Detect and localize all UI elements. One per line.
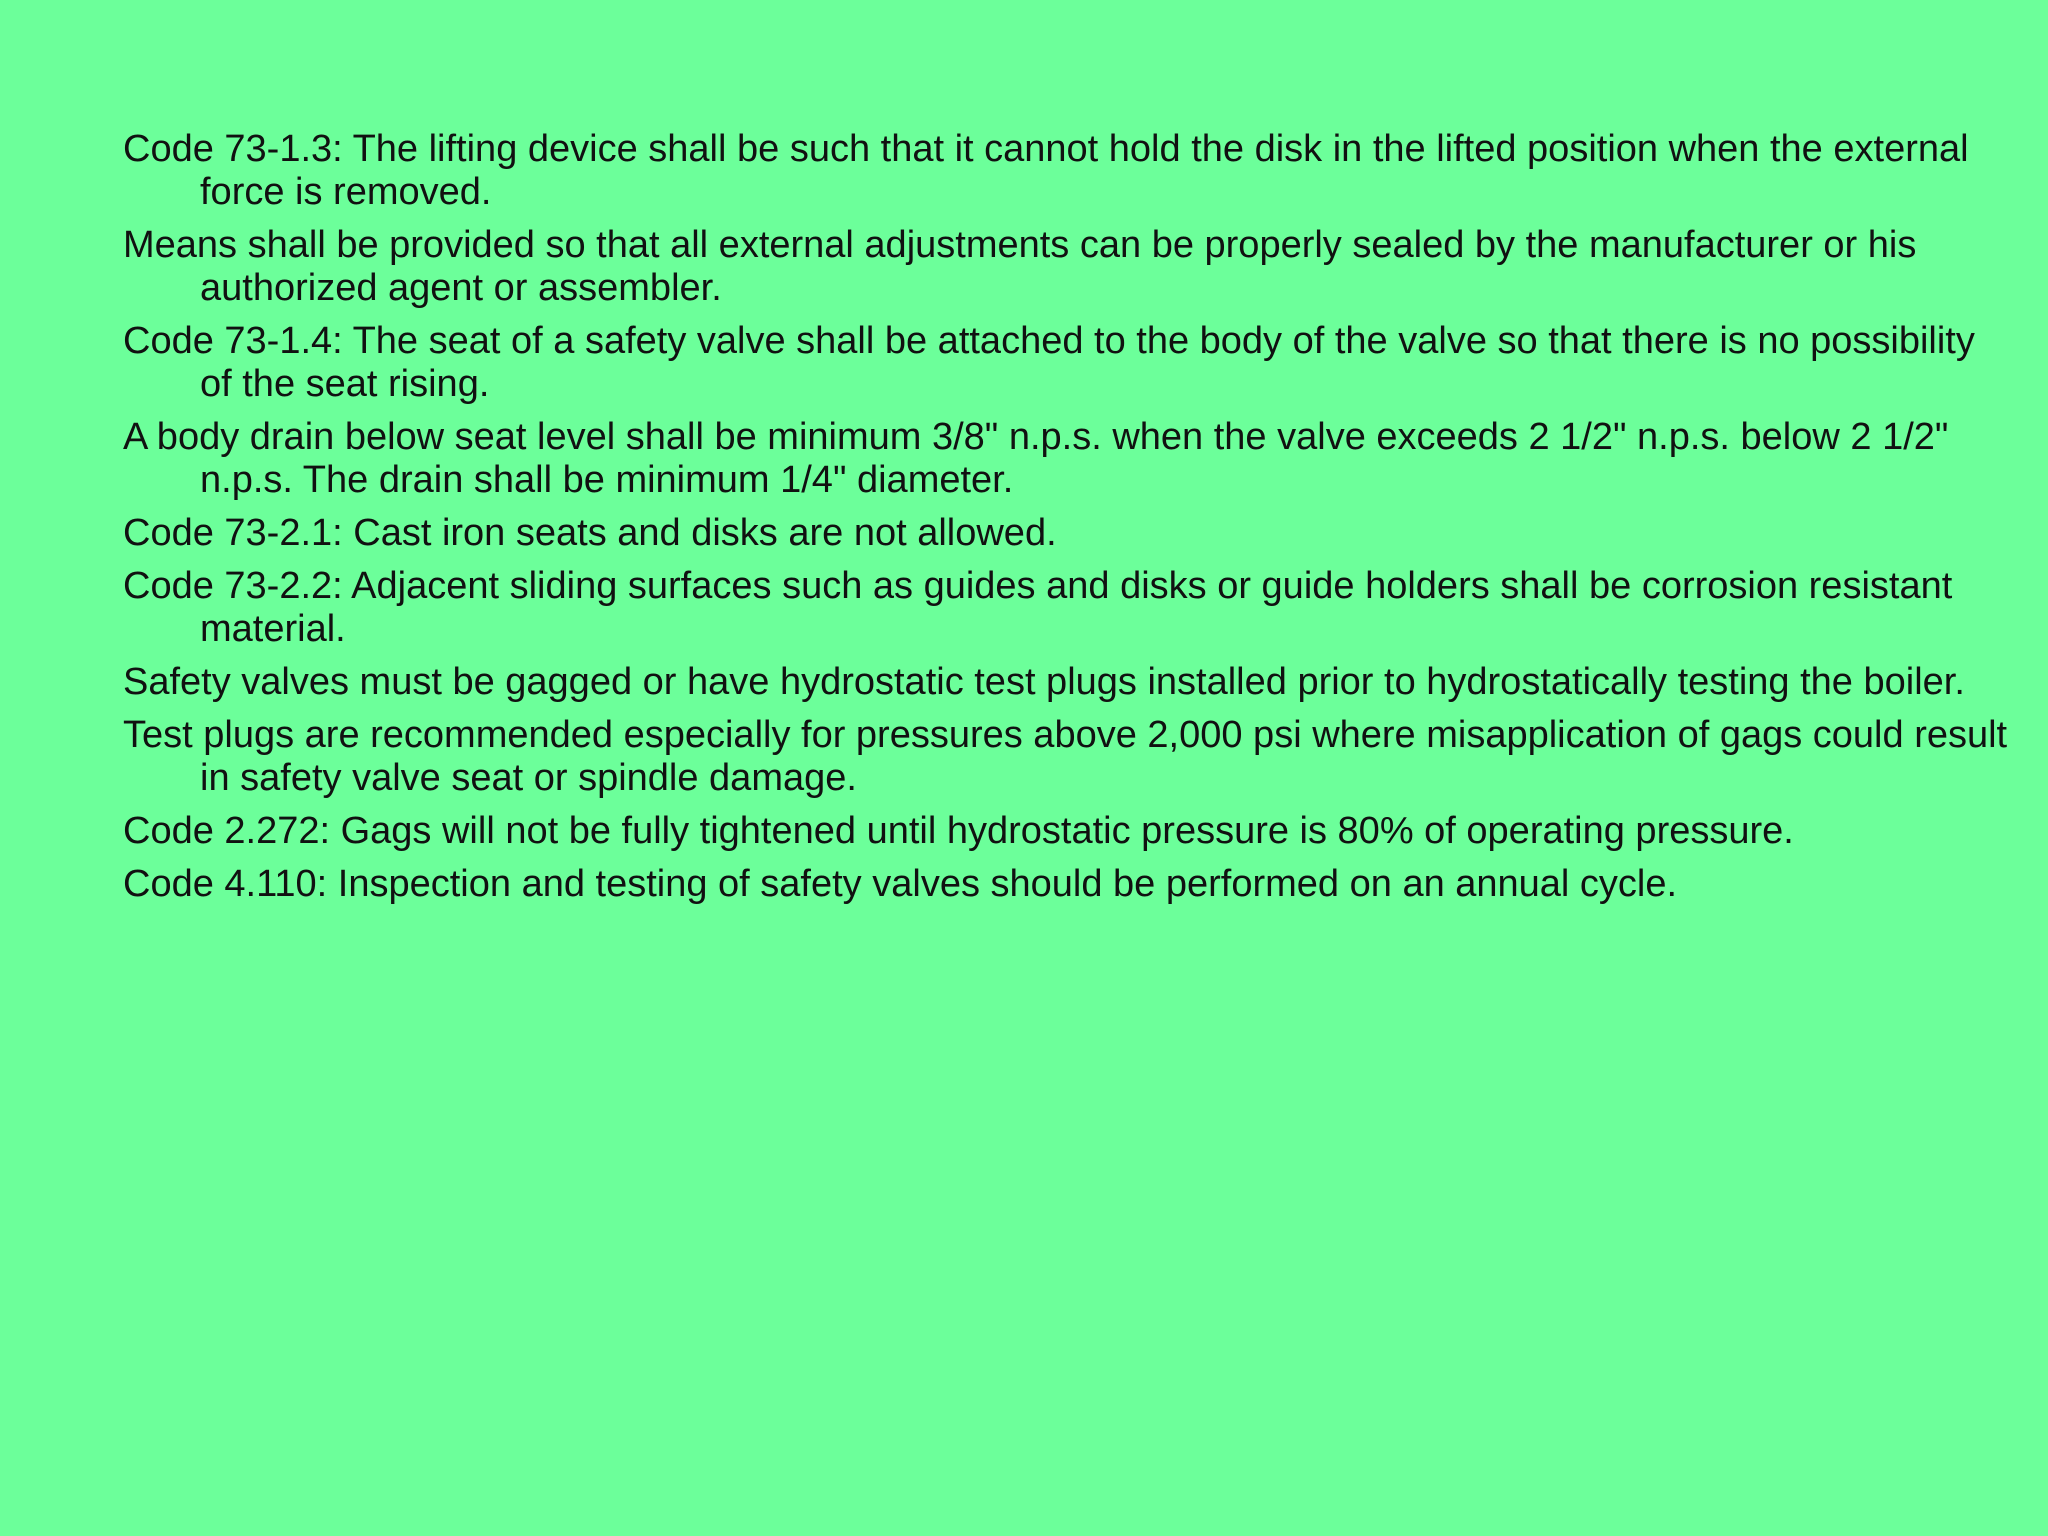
paragraph-body-drain: A body drain below seat level shall be minimum 3/8" n.p.s. when the valve exceeds 2 1/2" n.p.s. below 2 1/2" n.p.s. The drain shall be minimum 1/4" diameter.	[123, 416, 1949, 501]
paragraph-code-4-110: Code 4.110: Inspection and testing of safety valves should be performed on an annual cycle.	[123, 863, 1678, 905]
paragraph-sealing-adjustments: Means shall be provided so that all external adjustments can be properly sealed by the manufacturer or his authorized agent or assembler.	[123, 224, 1917, 309]
paragraph-code-73-1-4: Code 73-1.4: The seat of a safety valve shall be attached to the body of the valve so that there is no possibility of the seat rising.	[123, 320, 1975, 405]
paragraph-list	[123, 128, 2008, 906]
paragraph-gagging: Safety valves must be gagged or have hydrostatic test plugs installed prior to hydrostatically testing the boiler.	[123, 661, 1965, 703]
paragraph-test-plugs: Test plugs are recommended especially for pressures above 2,000 psi where misapplication of gags could result in safety valve seat or spindle damage.	[123, 714, 2008, 799]
paragraph-code-73-1-3: Code 73-1.3: The lifting device shall be such that it cannot hold the disk in the lifted position when the external force is removed.	[123, 128, 1969, 213]
paragraph-code-73-2-2: Code 73-2.2: Adjacent sliding surfaces such as guides and disks or guide holders shall be corrosion resistant material.	[123, 565, 1953, 650]
paragraph-code-2-272: Code 2.272: Gags will not be fully tightened until hydrostatic pressure is 80% of operating pressure.	[123, 810, 1794, 852]
paragraph-code-73-2-1: Code 73-2.1: Cast iron seats and disks are not allowed.	[123, 512, 1057, 554]
